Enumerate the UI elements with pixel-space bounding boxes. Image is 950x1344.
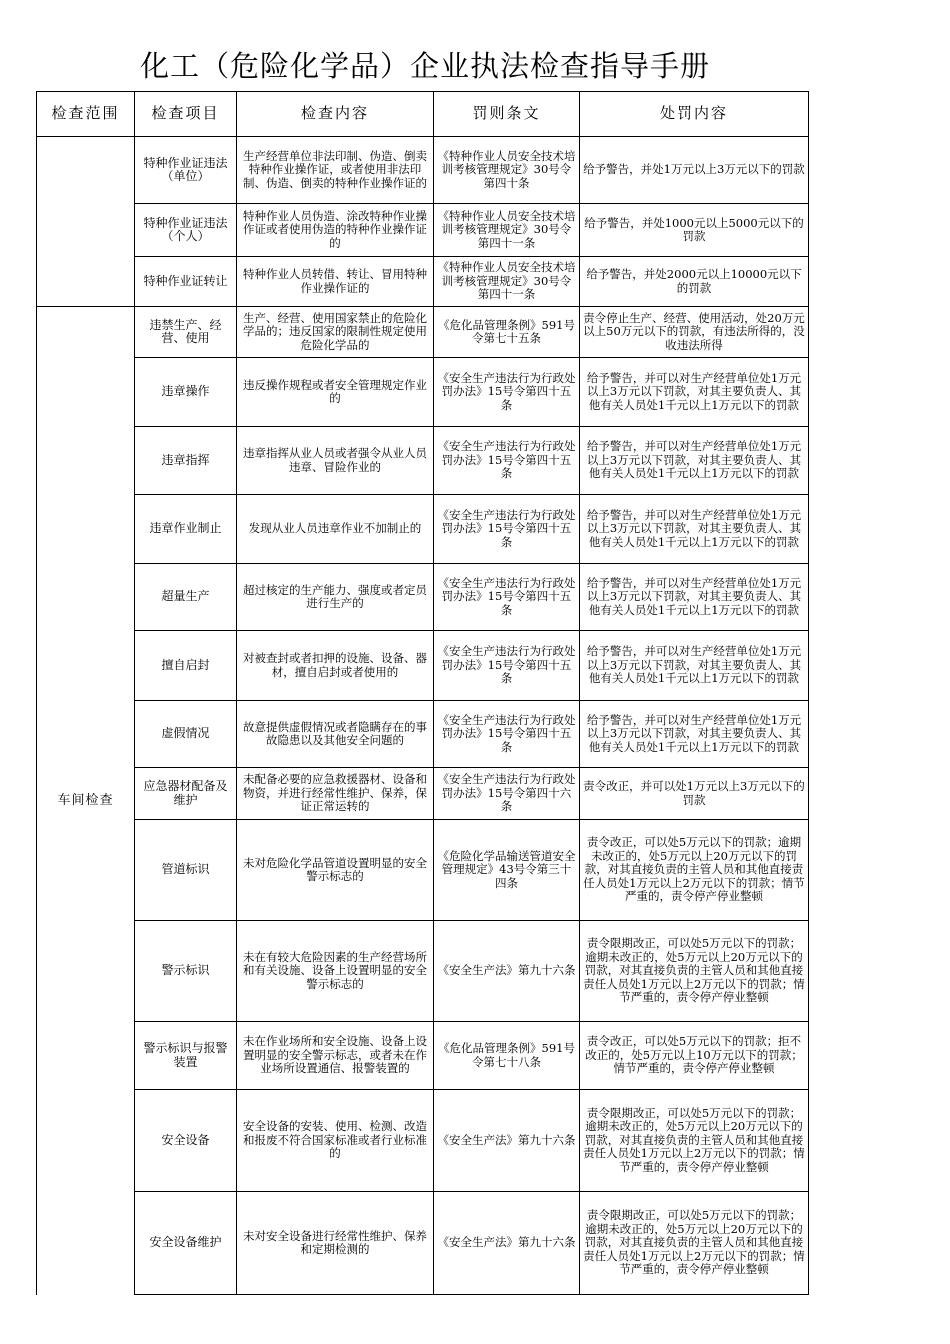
table-row — [37, 204, 809, 257]
header-law: 罚则条文 — [434, 92, 580, 137]
table-row — [37, 768, 809, 820]
penalty-cell: 给予警告，并可以对生产经营单位处1万元以上3万元以下罚款，对其主要负责人、其他有关人员处1千元以上1万元以下的罚款 — [580, 564, 809, 631]
law-cell: 《安全生产违法行为行政处罚办法》15号令第四十五条 — [434, 427, 580, 495]
law-cell: 《安全生产法》第九十六条 — [434, 1192, 580, 1295]
content-cell: 违反操作规程或者安全管理规定作业的 — [237, 358, 434, 427]
content-cell: 未配备必要的应急救援器材、设备和物资，并进行经常性维护、保养，保证正常运转的 — [237, 768, 434, 820]
table-row — [37, 1022, 809, 1090]
penalty-cell: 责令改正，并可以处1万元以上3万元以下的罚款 — [580, 768, 809, 820]
content-cell: 未对危险化学品管道设置明显的安全警示标志的 — [237, 820, 434, 921]
header-scope: 检查范围 — [37, 92, 135, 137]
law-cell: 《安全生产法》第九十六条 — [434, 921, 580, 1022]
penalty-cell: 责令停止生产、经营、使用活动，处20万元以上50万元以下的罚款，有违法所得的，没收违法所得 — [580, 307, 809, 358]
item-cell: 管道标识 — [135, 820, 237, 921]
penalty-cell: 给予警告，并可以对生产经营单位处1万元以上3万元以下罚款，对其主要负责人、其他有关人员处1千元以上1万元以下的罚款 — [580, 358, 809, 427]
content-cell: 对被查封或者扣押的设施、设备、器材，擅自启封或者使用的 — [237, 631, 434, 701]
item-cell: 特种作业证违法（单位） — [135, 137, 237, 204]
penalty-cell: 责令限期改正，可以处5万元以下的罚款；逾期未改正的，处5万元以上20万元以下的罚款，对其直接负责的主管人员和其他直接责任人员处1万元以上2万元以下的罚款；情节严重的，责令停产停业整顿 — [580, 1090, 809, 1192]
table-row — [37, 820, 809, 921]
content-cell: 违章指挥从业人员或者强令从业人员违章、冒险作业的 — [237, 427, 434, 495]
item-cell: 特种作业证违法（个人） — [135, 204, 237, 257]
penalty-cell: 责令限期改正，可以处5万元以下的罚款；逾期未改正的，处5万元以上20万元以下的罚款，对其直接负责的主管人员和其他直接责任人员处1万元以上2万元以下的罚款；情节严重的，责令停产停业整顿 — [580, 1192, 809, 1295]
content-cell: 故意提供虚假情况或者隐瞒存在的事故隐患以及其他安全问题的 — [237, 701, 434, 768]
header-row — [37, 92, 809, 137]
law-cell: 《特种作业人员安全技术培训考核管理规定》30号令第四十一条 — [434, 257, 580, 307]
law-cell: 《危化品管理条例》591号令第七十八条 — [434, 1022, 580, 1090]
content-cell: 生产经营单位非法印制、伪造、倒卖特种作业操作证，或者使用非法印制、伪造、倒卖的特种作业操作证的 — [237, 137, 434, 204]
table-row — [37, 307, 809, 358]
inspection-table — [36, 91, 809, 1295]
table-row — [37, 1090, 809, 1192]
item-cell: 警示标识与报警装置 — [135, 1022, 237, 1090]
item-cell: 警示标识 — [135, 921, 237, 1022]
item-cell: 特种作业证转让 — [135, 257, 237, 307]
penalty-cell: 责令改正，可以处5万元以下的罚款；拒不改正的，处5万元以上10万元以下的罚款；情节严重的，责令停产停业整顿 — [580, 1022, 809, 1090]
table-row — [37, 921, 809, 1022]
item-cell: 应急器材配备及维护 — [135, 768, 237, 820]
content-cell: 发现从业人员违章作业不加制止的 — [237, 495, 434, 564]
law-cell: 《安全生产违法行为行政处罚办法》15号令第四十五条 — [434, 358, 580, 427]
penalty-cell: 给予警告，并处1000元以上5000元以下的罚款 — [580, 204, 809, 257]
header-content: 检查内容 — [237, 92, 434, 137]
law-cell: 《特种作业人员安全技术培训考核管理规定》30号令第四十条 — [434, 137, 580, 204]
penalty-cell: 给予警告，并处1万元以上3万元以下的罚款 — [580, 137, 809, 204]
content-cell: 特种作业人员伪造、涂改特种作业操作证或者使用伪造的特种作业操作证的 — [237, 204, 434, 257]
law-cell: 《危化品管理条例》591号令第七十五条 — [434, 307, 580, 358]
content-cell: 安全设备的安装、使用、检测、改造和报废不符合国家标准或者行业标准的 — [237, 1090, 434, 1192]
law-cell: 《安全生产违法行为行政处罚办法》15号令第四十六条 — [434, 768, 580, 820]
scope-cell — [37, 137, 135, 307]
content-cell: 生产、经营、使用国家禁止的危险化学品的；违反国家的限制性规定使用危险化学品的 — [237, 307, 434, 358]
content-cell: 未对安全设备进行经常性维护、保养和定期检测的 — [237, 1192, 434, 1295]
penalty-cell: 给予警告，并可以对生产经营单位处1万元以上3万元以下罚款，对其主要负责人、其他有关人员处1千元以上1万元以下的罚款 — [580, 631, 809, 701]
header-item: 检查项目 — [135, 92, 237, 137]
law-cell: 《安全生产违法行为行政处罚办法》15号令第四十五条 — [434, 631, 580, 701]
item-cell: 违章作业制止 — [135, 495, 237, 564]
penalty-cell: 给予警告，并可以对生产经营单位处1万元以上3万元以下罚款，对其主要负责人、其他有关人员处1千元以上1万元以下的罚款 — [580, 701, 809, 768]
table-row — [37, 1192, 809, 1295]
item-cell: 虚假情况 — [135, 701, 237, 768]
penalty-cell: 给予警告，并处2000元以上10000元以下的罚款 — [580, 257, 809, 307]
content-cell: 特种作业人员转借、转让、冒用特种作业操作证的 — [237, 257, 434, 307]
item-cell: 超量生产 — [135, 564, 237, 631]
header-penalty: 处罚内容 — [580, 92, 809, 137]
item-cell: 安全设备 — [135, 1090, 237, 1192]
item-cell: 违禁生产、经营、使用 — [135, 307, 237, 358]
table-row — [37, 427, 809, 495]
item-cell: 违章指挥 — [135, 427, 237, 495]
law-cell: 《安全生产违法行为行政处罚办法》15号令第四十五条 — [434, 701, 580, 768]
penalty-cell: 给予警告，并可以对生产经营单位处1万元以上3万元以下罚款，对其主要负责人、其他有关人员处1千元以上1万元以下的罚款 — [580, 427, 809, 495]
table-row — [37, 564, 809, 631]
law-cell: 《安全生产违法行为行政处罚办法》15号令第四十五条 — [434, 564, 580, 631]
content-cell: 未在有较大危险因素的生产经营场所和有关设施、设备上设置明显的安全警示标志的 — [237, 921, 434, 1022]
content-cell: 超过核定的生产能力、强度或者定员进行生产的 — [237, 564, 434, 631]
penalty-cell: 责令改正，可以处5万元以下的罚款；逾期未改正的，处5万元以上20万元以下的罚款，对其直接负责的主管人员和其他直接责任人员处1万元以上2万元以下的罚款；情节严重的，责令停产停业整顿 — [580, 820, 809, 921]
law-cell: 《特种作业人员安全技术培训考核管理规定》30号令第四十一条 — [434, 204, 580, 257]
law-cell: 《安全生产法》第九十六条 — [434, 1090, 580, 1192]
law-cell: 《危险化学品输送管道安全管理规定》43号令第三十四条 — [434, 820, 580, 921]
table-row — [37, 495, 809, 564]
content-cell: 未在作业场所和安全设施、设备上设置明显的安全警示标志，或者未在作业场所设置通信、报警装置的 — [237, 1022, 434, 1090]
law-cell: 《安全生产违法行为行政处罚办法》15号令第四十五条 — [434, 495, 580, 564]
table-row — [37, 257, 809, 307]
item-cell: 安全设备维护 — [135, 1192, 237, 1295]
table-row — [37, 631, 809, 701]
table-row — [37, 358, 809, 427]
table-row — [37, 137, 809, 204]
document-title: 化工（危险化学品）企业执法检查指导手册 — [139, 49, 710, 83]
item-cell: 擅自启封 — [135, 631, 237, 701]
table-row — [37, 701, 809, 768]
penalty-cell: 给予警告，并可以对生产经营单位处1万元以上3万元以下罚款，对其主要负责人、其他有关人员处1千元以上1万元以下的罚款 — [580, 495, 809, 564]
scope-cell: 车间检查 — [37, 307, 135, 1295]
penalty-cell: 责令限期改正，可以处5万元以下的罚款；逾期未改正的，处5万元以上20万元以下的罚款，对其直接负责的主管人员和其他直接责任人员处1万元以上2万元以下的罚款；情节严重的，责令停产停业整顿 — [580, 921, 809, 1022]
item-cell: 违章操作 — [135, 358, 237, 427]
